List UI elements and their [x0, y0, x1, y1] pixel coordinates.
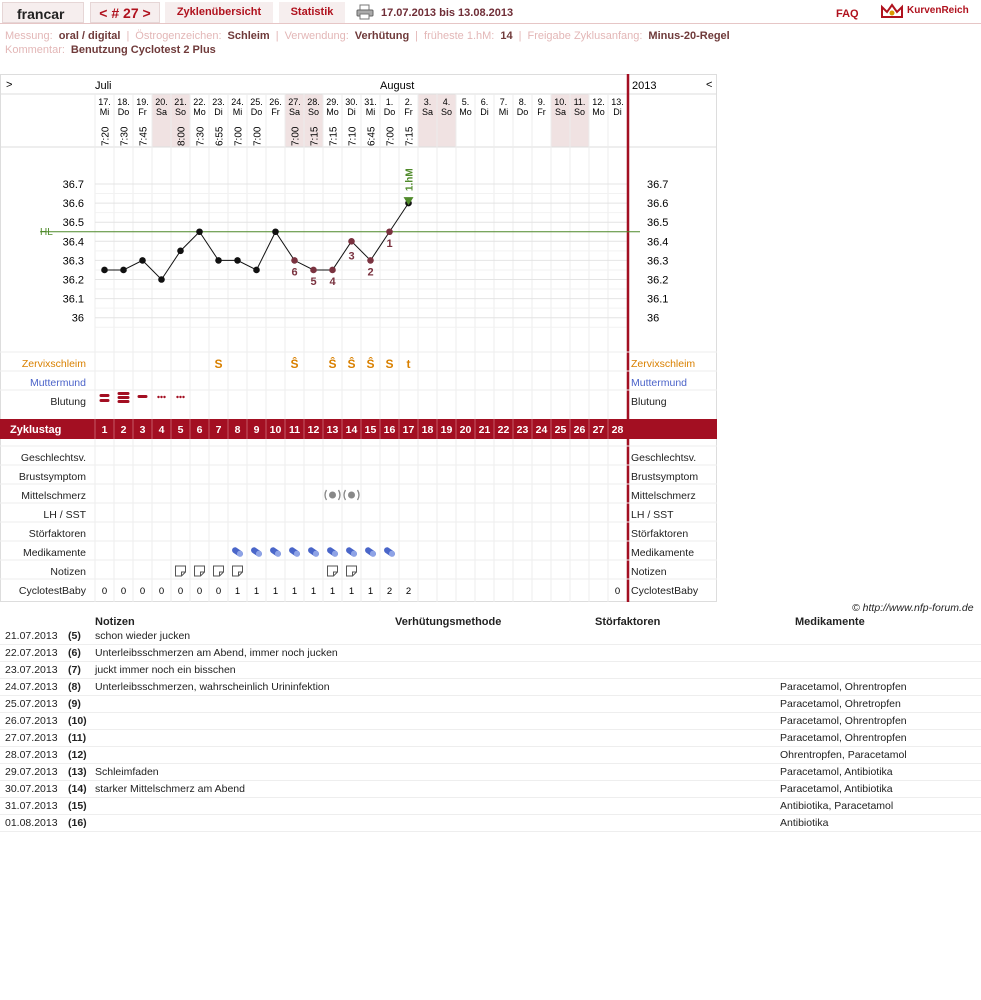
- day-date: 7.: [499, 97, 508, 107]
- year-label: 2013: [632, 80, 657, 92]
- row-label-zervix: Zervixschleim: [631, 358, 696, 370]
- row-cycle-day: (10): [68, 715, 87, 727]
- row-cycle-day: (8): [68, 681, 81, 693]
- day-date: 29.: [326, 97, 339, 107]
- cyclotest-value: 2: [405, 586, 412, 597]
- day-date: 23.: [212, 97, 225, 107]
- row-note: Unterleibsschmerzen am Abend, immer noch jucken: [95, 647, 338, 659]
- row-date: 28.07.2013: [5, 749, 58, 761]
- table-row: [0, 747, 981, 764]
- y-tick-label: 36.3: [647, 255, 669, 268]
- row-label-cyclo: CyclotestBaby: [18, 585, 86, 597]
- username: francar: [2, 2, 84, 23]
- day-weekday: Fr: [404, 107, 413, 117]
- table-row: [0, 730, 981, 747]
- tab-cycle-overview[interactable]: Zyklenübersicht: [165, 2, 273, 23]
- day-weekday: Fr: [537, 107, 546, 117]
- day-weekday: Do: [516, 107, 529, 117]
- measure-time: 7:45: [138, 126, 150, 146]
- measure-time: 7:15: [404, 126, 416, 146]
- row-medication: Paracetamol, Ohrentropfen: [780, 715, 907, 727]
- day-date: 30.: [345, 97, 358, 107]
- day-weekday: Fr: [271, 107, 280, 117]
- measure-time: 7:15: [309, 126, 321, 146]
- temperature-point: [272, 228, 279, 235]
- row-label-blutung: Blutung: [631, 396, 667, 408]
- usage-value: Verhütung: [354, 30, 410, 42]
- cycle-day-number: 9: [253, 424, 260, 436]
- measure-time: 7:30: [119, 126, 131, 146]
- count-label: 5: [310, 275, 317, 288]
- cycle-day-number: 18: [421, 424, 434, 436]
- day-date: 11.: [573, 97, 586, 107]
- count-label: 4: [329, 275, 336, 288]
- day-weekday: Mo: [459, 107, 472, 117]
- cycle-day-number: 20: [459, 424, 472, 436]
- y-tick-label: 36.5: [62, 217, 84, 230]
- cyclotest-value: 0: [196, 586, 203, 597]
- temperature-point: [348, 238, 355, 245]
- cyclotest-value: 1: [253, 586, 260, 597]
- day-weekday: Di: [347, 107, 356, 117]
- row-cycle-day: (16): [68, 817, 87, 829]
- count-label: 1: [386, 237, 393, 250]
- nav-prev: >: [6, 79, 13, 91]
- day-weekday: So: [307, 107, 320, 117]
- cycle-day-number: 14: [345, 424, 358, 436]
- cycle-day-label: Zyklustag: [10, 424, 62, 436]
- cyclotest-value: 1: [348, 586, 355, 597]
- faq-link[interactable]: FAQ: [836, 8, 859, 20]
- cycle-day-number: 6: [196, 424, 203, 436]
- measure-key: Messung:: [5, 30, 53, 42]
- row-cycle-day: (7): [68, 664, 81, 676]
- date-range: 17.07.2013 bis 13.08.2013: [381, 7, 514, 19]
- row-medication: Paracetamol, Ohrentropfen: [780, 732, 907, 744]
- day-date: 19.: [136, 97, 149, 107]
- temperature-point: [139, 257, 146, 264]
- cycle-day-number: 8: [234, 424, 241, 436]
- day-date: 26.: [269, 97, 282, 107]
- temperature-point: [386, 228, 393, 235]
- day-weekday: Di: [214, 107, 223, 117]
- measure-time: 7:10: [347, 126, 359, 146]
- row-label-brust: Brustsymptom: [18, 471, 86, 483]
- row-label-notizen: Notizen: [50, 566, 86, 578]
- row-date: 26.07.2013: [5, 715, 58, 727]
- y-tick-label: 36.5: [647, 217, 669, 230]
- temperature-point: [253, 267, 260, 274]
- cycle-day-number: 15: [364, 424, 377, 436]
- cyclotest-value: 0: [614, 586, 621, 597]
- row-note: schon wieder jucken: [95, 630, 191, 642]
- chart-bg: [0, 74, 717, 602]
- y-tick-label: 36: [71, 312, 84, 325]
- brand-name[interactable]: KurvenReich: [907, 5, 969, 16]
- cyclotest-value: 1: [310, 586, 317, 597]
- table-row: [0, 781, 981, 798]
- day-date: 18.: [117, 97, 130, 107]
- cervix-mark: Ŝ: [290, 357, 299, 371]
- temperature-point: [196, 228, 203, 235]
- table-row: [0, 815, 981, 832]
- table-row: [0, 679, 981, 696]
- day-date: 25.: [250, 97, 263, 107]
- day-date: 4.: [442, 97, 451, 107]
- day-date: 12.: [592, 97, 605, 107]
- row-label-muttermund: Muttermund: [29, 377, 86, 389]
- measure-time: 7:00: [385, 126, 397, 146]
- row-note: juckt immer noch ein bisschen: [95, 664, 236, 676]
- cyclotest-value: 0: [139, 586, 146, 597]
- measure-time: 7:00: [252, 126, 264, 146]
- temperature-point: [215, 257, 222, 264]
- earliest-hm-key: früheste 1.hM:: [424, 30, 495, 42]
- cycle-day-number: 3: [139, 424, 146, 436]
- temperature-point: [329, 267, 336, 274]
- cyclotest-value: 1: [272, 586, 279, 597]
- crown-logo-icon: [880, 2, 904, 20]
- row-medication: Antibiotika: [780, 817, 829, 829]
- row-date: 21.07.2013: [5, 630, 58, 642]
- earliest-hm-value: 14: [500, 30, 513, 42]
- cyclotest-value: 1: [234, 586, 241, 597]
- day-weekday: Do: [117, 107, 130, 117]
- row-medication: Paracetamol, Antibiotika: [780, 766, 893, 778]
- measure-time: 6:45: [366, 126, 378, 146]
- cyclotest-value: 1: [367, 586, 374, 597]
- cycle-day-number: 10: [269, 424, 282, 436]
- day-weekday: Fr: [138, 107, 147, 117]
- settings-line: Messung: oral / digital | Östrogenzeichen: Schleim | Verwendung: Verhütung | früheste 1.hM: 14 | Freigabe Zyklusanfang: Minus-20-Regel: [5, 30, 730, 42]
- table-row: [0, 628, 981, 645]
- day-date: 20.: [155, 97, 168, 107]
- cycle-day-number: 26: [573, 424, 586, 436]
- day-date: 2.: [404, 97, 413, 107]
- day-weekday: Di: [613, 107, 622, 117]
- spotting-dot: [160, 396, 162, 398]
- month-label: Juli: [95, 80, 112, 92]
- measure-time: 7:20: [100, 126, 112, 146]
- col-header-notes: Notizen: [95, 616, 135, 628]
- temperature-point: [158, 276, 165, 283]
- day-date: 1.: [385, 97, 394, 107]
- row-cycle-day: (9): [68, 698, 81, 710]
- spotting-dot: [182, 396, 184, 398]
- temperature-point: [234, 257, 241, 264]
- cyclotest-value: 0: [101, 586, 108, 597]
- row-medication: Antibiotika, Paracetamol: [780, 800, 894, 812]
- day-date: 24.: [231, 97, 244, 107]
- day-weekday: Sa: [421, 107, 434, 117]
- cervix-mark: S: [214, 357, 223, 371]
- row-cycle-day: (12): [68, 749, 87, 761]
- measure-time: 8:00: [176, 126, 188, 146]
- cover-line-label: HL: [40, 226, 53, 238]
- cycle-day-number: 12: [307, 424, 320, 436]
- cervix-mark: Ŝ: [366, 357, 375, 371]
- bleeding-mark: [118, 392, 130, 395]
- day-weekday: Mi: [365, 107, 376, 117]
- row-cycle-day: (15): [68, 800, 87, 812]
- day-date: 27.: [288, 97, 301, 107]
- day-weekday: So: [440, 107, 453, 117]
- table-row: [0, 696, 981, 713]
- cycle-day-band: [0, 419, 717, 439]
- row-date: 30.07.2013: [5, 783, 58, 795]
- day-date: 22.: [193, 97, 206, 107]
- comment-key: Kommentar:: [5, 44, 65, 56]
- measure-value: oral / digital: [58, 30, 121, 42]
- y-tick-label: 36.4: [647, 236, 669, 249]
- row-medication: Paracetamol, Antibiotika: [780, 783, 893, 795]
- cyclotest-value: 2: [386, 586, 393, 597]
- release-value: Minus-20-Regel: [648, 30, 730, 42]
- day-weekday: Mi: [498, 107, 509, 117]
- y-tick-label: 36.3: [62, 255, 84, 268]
- spotting-dot: [179, 396, 181, 398]
- row-note: Unterleibsschmerzen, wahrscheinlich Urininfektion: [95, 681, 330, 693]
- comment-line: [5, 44, 216, 56]
- cycle-day-number: 16: [383, 424, 396, 436]
- row-label-stoer: Störfaktoren: [28, 528, 86, 540]
- row-date: 23.07.2013: [5, 664, 58, 676]
- tab-statistics[interactable]: Statistik: [279, 2, 345, 23]
- day-date: 6.: [480, 97, 489, 107]
- bleeding-mark: [118, 400, 130, 403]
- bleeding-mark: [100, 399, 110, 402]
- measure-time: 7:00: [233, 126, 245, 146]
- month-label: August: [380, 80, 415, 92]
- table-row: [0, 645, 981, 662]
- row-label-muttermund: Muttermund: [631, 377, 688, 389]
- temperature-point: [367, 257, 374, 264]
- day-date: 5.: [461, 97, 470, 107]
- row-label-medi: Medikamente: [22, 547, 86, 559]
- bleeding-mark: [118, 396, 130, 399]
- bleeding-mark: [138, 395, 148, 398]
- spotting-dot: [163, 396, 165, 398]
- cycle-day-number: 13: [326, 424, 339, 436]
- day-date: 17.: [98, 97, 111, 107]
- row-label-brust: Brustsymptom: [631, 471, 699, 483]
- day-weekday: Mi: [99, 107, 110, 117]
- day-weekday: Do: [250, 107, 263, 117]
- row-label-cyclo: CyclotestBaby: [631, 585, 699, 597]
- cervix-mark: S: [385, 357, 394, 371]
- row-label-notizen: Notizen: [631, 566, 667, 578]
- day-weekday: Sa: [288, 107, 301, 117]
- row-medication: Paracetamol, Ohretropfen: [780, 698, 901, 710]
- row-label-gv: Geschlechtsv.: [20, 452, 86, 464]
- row-label-blutung: Blutung: [50, 396, 86, 408]
- cycle-day-number: 5: [177, 424, 184, 436]
- row-cycle-day: (13): [68, 766, 87, 778]
- row-medication: Ohrentropfen, Paracetamol: [780, 749, 907, 761]
- day-date: 28.: [307, 97, 320, 107]
- day-date: 13.: [611, 97, 624, 107]
- count-label: 6: [291, 266, 298, 279]
- day-weekday: Sa: [155, 107, 168, 117]
- row-label-lh: LH / SST: [43, 509, 86, 521]
- y-tick-label: 36.2: [647, 274, 669, 287]
- row-label-medi: Medikamente: [631, 547, 695, 559]
- row-label-zervix: Zervixschleim: [21, 358, 86, 370]
- y-tick-label: 36.6: [647, 198, 669, 211]
- row-cycle-day: (6): [68, 647, 81, 659]
- cycle-day-number: 1: [101, 424, 108, 436]
- bleeding-mark: [100, 394, 110, 397]
- measure-time: 7:15: [328, 126, 340, 146]
- y-tick-label: 36.2: [62, 274, 84, 287]
- row-note: Schleimfaden: [95, 766, 159, 778]
- y-tick-label: 36: [647, 312, 660, 325]
- day-date: 9.: [537, 97, 546, 107]
- pain-icon: [329, 492, 336, 499]
- spotting-dot: [176, 396, 178, 398]
- cyclotest-value: 0: [215, 586, 222, 597]
- day-weekday: Mo: [326, 107, 339, 117]
- cycle-day-number: 24: [535, 424, 548, 436]
- cycle-day-number: 22: [497, 424, 510, 436]
- cyclotest-value: 1: [329, 586, 336, 597]
- temperature-point: [101, 267, 108, 274]
- row-date: 24.07.2013: [5, 681, 58, 693]
- day-weekday: Mo: [193, 107, 206, 117]
- measure-time: 6:55: [214, 126, 226, 146]
- day-weekday: Di: [480, 107, 489, 117]
- row-date: 27.07.2013: [5, 732, 58, 744]
- measure-time: 7:00: [290, 126, 302, 146]
- row-cycle-day: (11): [68, 732, 87, 744]
- cycle-day-number: 25: [554, 424, 567, 436]
- y-tick-label: 36.6: [62, 198, 84, 211]
- row-cycle-day: (14): [68, 783, 87, 795]
- table-row: [0, 764, 981, 781]
- table-row: [0, 662, 981, 679]
- nav-next: <: [706, 79, 713, 91]
- day-date: 10.: [554, 97, 567, 107]
- cervix-mark: t: [406, 357, 411, 371]
- cycle-day-number: 21: [478, 424, 491, 436]
- y-tick-label: 36.1: [647, 293, 669, 306]
- row-cycle-day: (5): [68, 630, 81, 642]
- row-note: starker Mittelschmerz am Abend: [95, 783, 245, 795]
- temperature-point: [310, 267, 317, 274]
- copyright: © http://www.nfp-forum.de: [852, 602, 974, 614]
- temperature-point: [120, 267, 127, 274]
- row-label-mittel: Mittelschmerz: [631, 490, 696, 502]
- cycle-navigator[interactable]: < # 27 >: [90, 2, 160, 23]
- cycle-day-number: 27: [592, 424, 605, 436]
- table-row: [0, 713, 981, 730]
- estrogen-key: Östrogenzeichen:: [135, 30, 222, 42]
- cycle-day-number: 4: [158, 424, 165, 436]
- count-label: 2: [367, 266, 374, 279]
- row-date: 31.07.2013: [5, 800, 58, 812]
- top-bar: [0, 0, 981, 24]
- temperature-point: [177, 248, 184, 255]
- row-label-gv: Geschlechtsv.: [631, 452, 697, 464]
- day-weekday: Mo: [592, 107, 605, 117]
- row-date: 29.07.2013: [5, 766, 58, 778]
- day-weekday: Sa: [554, 107, 567, 117]
- cycle-day-number: 23: [516, 424, 529, 436]
- row-label-lh: LH / SST: [631, 509, 674, 521]
- first-higher-label: 1.hM: [404, 168, 416, 192]
- measure-time: 7:30: [195, 126, 207, 146]
- cycle-chart: [0, 74, 720, 602]
- day-weekday: So: [174, 107, 187, 117]
- y-tick-label: 36.1: [62, 293, 84, 306]
- cycle-day-number: 11: [288, 424, 301, 436]
- col-header-contraception: Verhütungsmethode: [395, 616, 502, 628]
- estrogen-value: Schleim: [227, 30, 270, 42]
- y-tick-label: 36.7: [647, 179, 669, 191]
- pain-icon: [348, 492, 355, 499]
- day-date: 8.: [518, 97, 527, 107]
- day-weekday: Mi: [232, 107, 243, 117]
- row-date: 01.08.2013: [5, 817, 58, 829]
- cycle-day-number: 17: [402, 424, 415, 436]
- col-header-medication: Medikamente: [795, 616, 865, 628]
- cycle-day-number: 2: [120, 424, 127, 436]
- col-header-disturbances: Störfaktoren: [595, 616, 661, 628]
- cycle-day-number: 7: [215, 424, 222, 436]
- cyclotest-value: 1: [291, 586, 298, 597]
- spotting-dot: [157, 396, 159, 398]
- usage-key: Verwendung:: [284, 30, 349, 42]
- row-date: 22.07.2013: [5, 647, 58, 659]
- print-icon[interactable]: [356, 4, 374, 20]
- y-tick-label: 36.7: [62, 179, 84, 191]
- table-row: [0, 798, 981, 815]
- y-tick-label: 36.4: [62, 236, 84, 249]
- count-label: 3: [348, 250, 355, 263]
- row-date: 25.07.2013: [5, 698, 58, 710]
- day-date: 21.: [174, 97, 187, 107]
- day-date: 3.: [423, 97, 432, 107]
- release-key: Freigabe Zyklusanfang:: [527, 30, 643, 42]
- cyclotest-value: 0: [177, 586, 184, 597]
- cycle-day-number: 19: [440, 424, 453, 436]
- day-date: 31.: [364, 97, 377, 107]
- comment-value: Benutzung Cyclotest 2 Plus: [70, 44, 216, 56]
- row-medication: Paracetamol, Ohrentropfen: [780, 681, 907, 693]
- day-weekday: Do: [383, 107, 396, 117]
- cyclotest-value: 0: [120, 586, 127, 597]
- row-label-mittel: Mittelschmerz: [21, 490, 86, 502]
- temperature-point: [291, 257, 298, 264]
- cyclotest-value: 0: [158, 586, 165, 597]
- row-label-stoer: Störfaktoren: [631, 528, 689, 540]
- cervix-mark: Ŝ: [347, 357, 356, 371]
- day-weekday: So: [573, 107, 586, 117]
- cycle-day-number: 28: [611, 424, 624, 436]
- cervix-mark: Ŝ: [328, 357, 337, 371]
